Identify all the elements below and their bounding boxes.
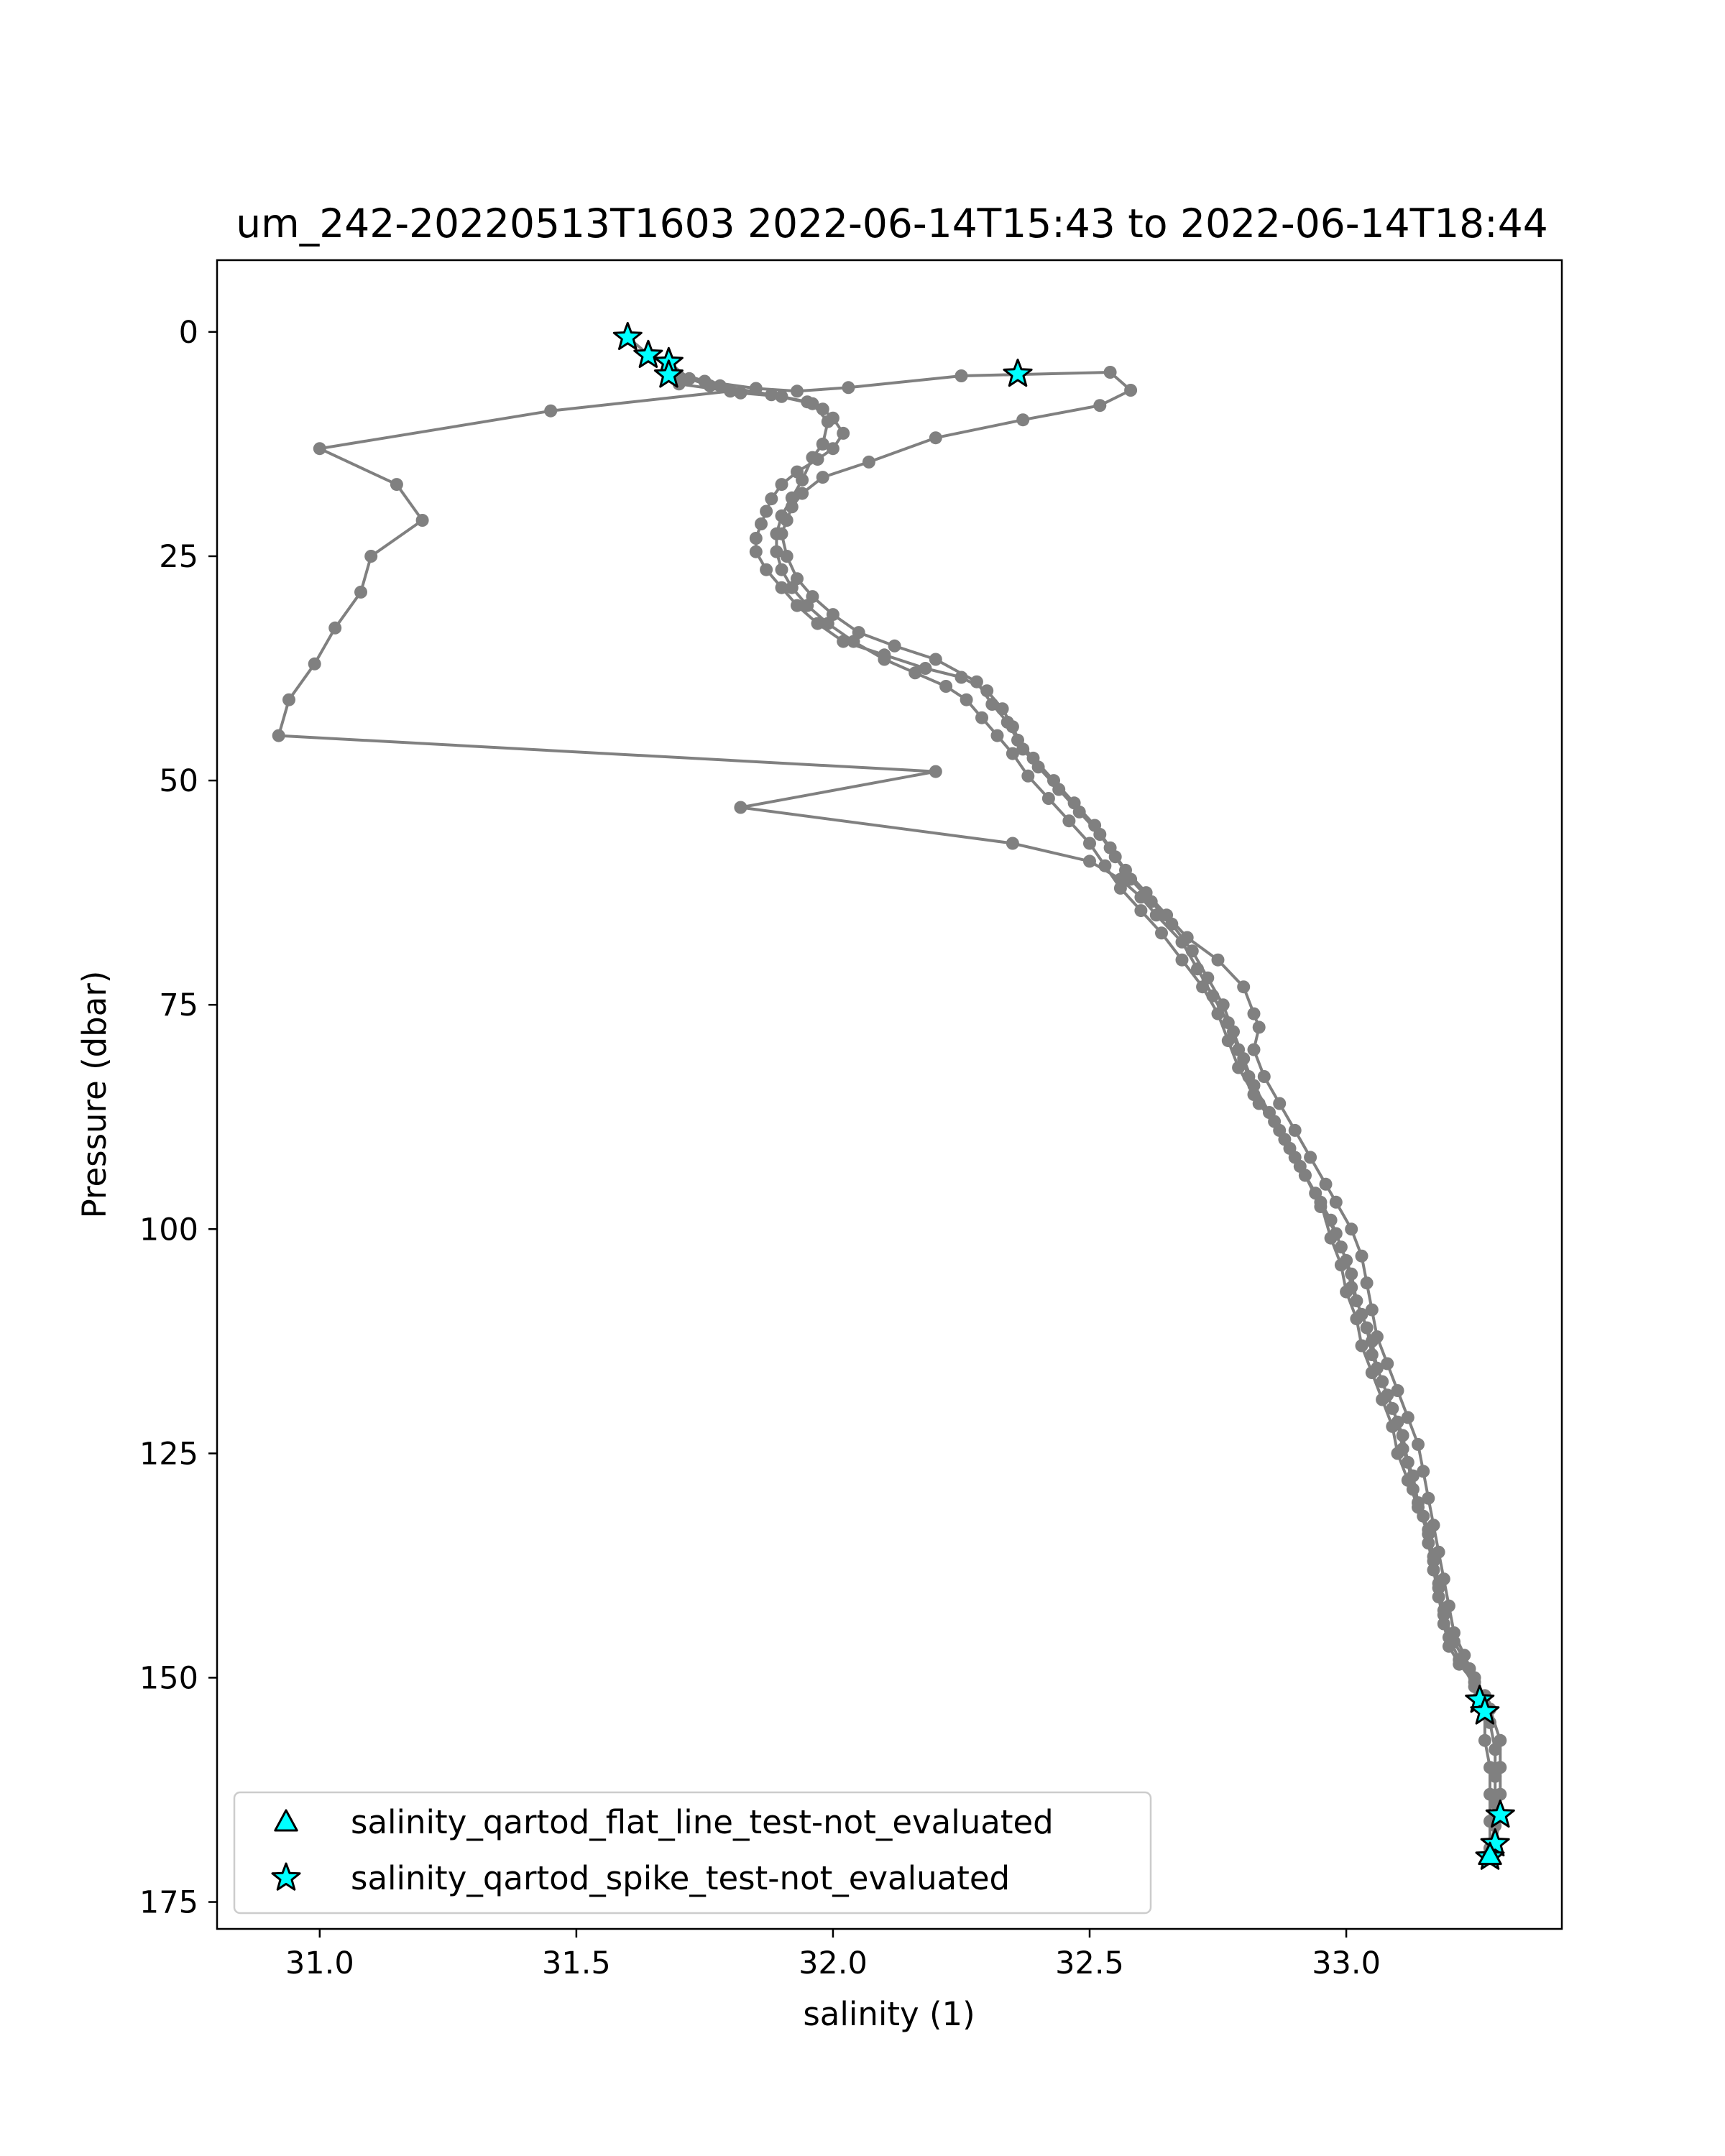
data-point [1027,752,1040,765]
data-point [1155,926,1168,939]
data-point [1427,1550,1440,1563]
data-point [1268,1115,1281,1128]
data-point [1248,1088,1261,1101]
y-tick-label: 150 [139,1660,198,1697]
data-point [786,492,799,505]
data-point [847,635,860,648]
data-point [1314,1200,1327,1213]
x-tick-label: 32.0 [799,1945,868,1981]
data-point [1083,837,1096,850]
y-tick-label: 125 [139,1436,198,1473]
data-point [842,381,855,394]
data-point [1150,908,1163,921]
data-point [1134,904,1147,917]
data-point [806,397,819,410]
data-point [1356,1250,1368,1263]
chart-title: um_242-20220513T1603 2022-06-14T15:43 to 2022-06-14T18:44 [236,201,1548,247]
data-point [888,640,901,653]
data-point [1478,1734,1491,1747]
data-point [770,545,783,558]
data-point [364,550,377,563]
data-point [1330,1227,1343,1240]
data-point [908,666,921,679]
legend-entry-label: salinity_qartod_flat_line_test-not_evaluated [351,1803,1054,1841]
data-point [1381,1388,1394,1401]
data-point [1484,1761,1496,1774]
data-point [975,711,988,724]
x-tick-label: 33.0 [1312,1945,1381,1981]
data-point [786,581,799,594]
data-point [1104,842,1117,854]
data-point [1047,774,1060,787]
data-point [1345,1281,1358,1294]
data-point [796,474,809,487]
data-point [760,505,773,518]
data-point [354,586,367,599]
data-point [1289,1124,1302,1137]
data-point [955,369,968,382]
data-point [1392,1416,1404,1429]
data-point [1494,1734,1506,1747]
data-point [1068,796,1081,809]
data-point [1021,770,1034,783]
data-point [939,680,952,693]
data-point [776,510,788,522]
data-point [1438,1604,1450,1617]
data-point [1340,1254,1353,1267]
data-point [1273,1097,1286,1110]
x-tick-label: 31.0 [285,1945,354,1981]
data-point [1248,1044,1261,1056]
y-tick-label: 50 [159,763,198,800]
data-point [750,545,763,558]
y-axis-label: Pressure (dbar) [75,970,114,1219]
data-point [765,388,778,401]
data-point [1176,936,1189,949]
data-point [1093,399,1106,412]
data-point [1011,734,1024,747]
data-point [1366,1335,1379,1348]
data-point [1196,980,1209,993]
y-tick-label: 25 [159,538,198,575]
data-point [1284,1142,1297,1155]
data-point [991,729,1004,742]
data-point [822,415,834,428]
data-point [970,676,983,688]
data-point [816,471,829,484]
data-point [760,563,773,576]
data-point [1098,860,1111,872]
data-point [1062,814,1075,827]
data-point [862,456,875,469]
data-point [822,617,834,630]
data-point [755,517,768,530]
data-point [929,653,942,666]
data-point [544,405,557,418]
data-point [313,442,326,455]
data-point [1104,366,1117,379]
data-point [1212,954,1225,967]
legend-entry-label: salinity_qartod_spike_test-not_evaluated [351,1859,1011,1897]
data-point [1484,1788,1496,1801]
y-tick-label: 175 [139,1884,198,1921]
data-point [878,653,891,666]
data-point [1212,1008,1225,1021]
data-point [1088,819,1101,832]
data-point [1412,1438,1425,1451]
y-tick-label: 0 [178,314,198,351]
data-point [1356,1308,1368,1321]
data-point [1248,1008,1261,1021]
data-point [770,528,783,540]
data-point [929,765,942,778]
data-point [776,563,788,576]
data-point [308,658,321,671]
data-point [1345,1222,1358,1235]
data-point [1253,1021,1266,1033]
data-point [1443,1631,1455,1644]
data-point [1083,854,1096,867]
data-point [1397,1442,1409,1455]
data-point [416,514,429,527]
data-point [1237,980,1250,993]
data-point [929,431,942,444]
data-point [1176,954,1189,967]
data-point [1042,792,1055,805]
data-point [1134,890,1147,903]
data-point [390,478,403,491]
data-point [765,492,778,505]
legend [234,1792,1151,1913]
data-point [1016,413,1029,426]
data-point [1412,1496,1425,1509]
data-point [1114,882,1127,895]
data-point [801,599,814,612]
data-point [816,438,829,451]
data-point [1320,1178,1333,1191]
data-point [1453,1654,1466,1667]
data-point [282,694,295,706]
data-point [1330,1196,1343,1209]
data-point [328,622,341,635]
data-point [1361,1276,1374,1289]
data-point [1124,384,1137,397]
y-tick-label: 75 [159,987,198,1024]
data-point [1006,837,1019,850]
data-point [791,384,804,397]
y-tick-label: 100 [139,1212,198,1248]
data-point [1006,747,1019,760]
x-tick-label: 31.5 [542,1945,611,1981]
data-point [1258,1070,1271,1083]
data-point [714,379,727,392]
data-point [837,427,850,440]
data-point [1232,1061,1245,1074]
data-point [750,532,763,545]
x-tick-label: 32.5 [1055,1945,1124,1981]
data-point [1222,1034,1235,1047]
data-point [1299,1169,1312,1181]
data-point [1371,1362,1384,1375]
x-axis-label: salinity (1) [803,1995,975,2033]
data-point [1422,1524,1435,1537]
data-point [960,694,973,706]
data-point [272,729,285,742]
data-point [1304,1151,1317,1164]
data-point [1407,1470,1420,1483]
data-point [1001,716,1014,729]
data-point [776,478,788,491]
data-point [734,801,747,814]
data-point [1432,1577,1445,1590]
data-point [985,698,998,711]
data-point [806,451,819,464]
